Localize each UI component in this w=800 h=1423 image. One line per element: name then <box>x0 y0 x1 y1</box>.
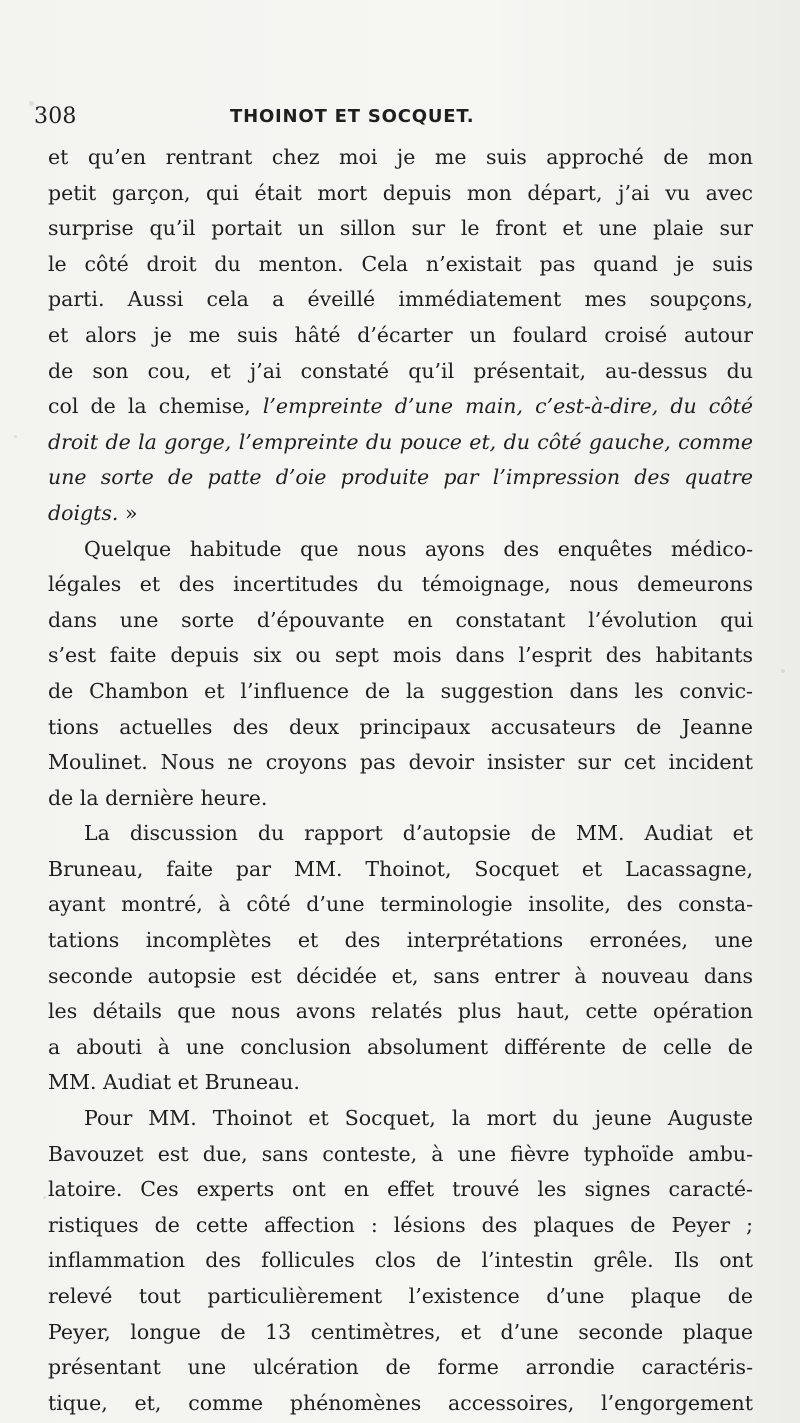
text-line <box>48 745 753 781</box>
text-line <box>48 282 753 318</box>
text-line <box>48 354 753 390</box>
page-number: 308 <box>34 104 77 129</box>
text-line <box>48 1065 753 1101</box>
text-segment: de Chambon et l’influence de la suggestion dans les convic- <box>48 678 753 703</box>
text-line <box>48 425 753 461</box>
text-line <box>48 1101 753 1137</box>
text-segment: et alors je me suis hâté d’écarter un foulard croisé autour <box>48 322 753 347</box>
text-line <box>48 852 753 888</box>
text-line <box>48 389 753 425</box>
text-line <box>48 1350 753 1386</box>
text-segment: Peyer, longue de 13 centimètres, et d’une seconde plaque <box>48 1319 753 1344</box>
text-segment: inflammation des follicules clos de l’intestin grêle. Ils ont <box>48 1248 753 1273</box>
text-segment: seconde autopsie est décidée et, sans entrer à nouveau dans <box>48 963 753 988</box>
text-segment: petit garçon, qui était mort depuis mon départ, j’ai vu avec <box>48 180 753 205</box>
text-segment: tique, et, comme phénomènes accessoires, l’engorgement <box>48 1390 753 1415</box>
text-segment: parti. Aussi cela a éveillé immédiatement mes soupçons, <box>48 287 753 312</box>
text-line <box>48 176 753 212</box>
text-segment: Quelque habitude que nous ayons des enquêtes médico- <box>84 536 753 561</box>
text-line <box>48 1208 753 1244</box>
text-segment: Bruneau, faite par MM. Thoinot, Socquet et Lacassagne, <box>48 856 753 881</box>
text-line <box>48 994 753 1030</box>
text-line <box>48 496 753 532</box>
text-line <box>48 247 753 283</box>
text-line <box>48 1030 753 1066</box>
text-segment: La discussion du rapport d’autopsie de MM. Audiat et <box>84 821 753 846</box>
text-segment: surprise qu’il portait un sillon sur le front et une plaie sur <box>48 216 753 241</box>
text-line <box>48 638 753 674</box>
text-segment: tions actuelles des deux principaux accusateurs de Jeanne <box>48 714 753 739</box>
text-segment: ristiques de cette affection : lésions des plaques de Peyer ; <box>48 1212 753 1237</box>
italic-text-segment: droit de la gorge, l’empreinte du pouce et, du côté gauche, comme <box>48 429 753 454</box>
text-line <box>48 567 753 603</box>
text-segment: » <box>118 500 138 525</box>
text-line <box>48 923 753 959</box>
text-line <box>48 532 753 568</box>
italic-text-segment: une sorte de patte d’oie produite par l’impression des quatre <box>48 465 753 490</box>
text-line <box>48 1279 753 1315</box>
text-segment: légales et des incertitudes du témoignage, nous demeurons <box>48 572 753 597</box>
text-line <box>48 140 753 176</box>
text-line <box>48 211 753 247</box>
text-segment: s’est faite depuis six ou sept mois dans l’esprit des habitants <box>48 643 753 668</box>
text-line <box>48 318 753 354</box>
italic-text-segment: l’empreinte d’une main, c’est-à-dire, du côté <box>262 394 753 419</box>
print-speck <box>43 1196 46 1199</box>
text-line <box>48 1137 753 1173</box>
text-line <box>48 1386 753 1422</box>
text-line <box>48 603 753 639</box>
print-speck <box>781 669 785 673</box>
text-segment: Bavouzet est due, sans conteste, à une fièvre typhoïde ambu- <box>48 1141 753 1166</box>
text-segment: MM. Audiat et Bruneau. <box>48 1070 300 1095</box>
text-segment: les détails que nous avons relatés plus haut, cette opération <box>48 999 753 1024</box>
print-speck <box>29 101 34 106</box>
text-segment: Pour MM. Thoinot et Socquet, la mort du jeune Auguste <box>84 1106 753 1131</box>
text-segment: tations incomplètes et des interprétations erronées, une <box>48 928 753 953</box>
print-speck <box>14 435 17 438</box>
text-segment: le côté droit du menton. Cela n’existait pas quand je suis <box>48 251 753 276</box>
text-line <box>48 959 753 995</box>
text-line <box>48 816 753 852</box>
text-line <box>48 460 753 496</box>
text-segment: de la dernière heure. <box>48 785 268 810</box>
text-line <box>48 1315 753 1351</box>
text-line <box>48 781 753 817</box>
text-line <box>48 1243 753 1279</box>
text-segment: et qu’en rentrant chez moi je me suis approché de mon <box>48 145 753 169</box>
page-header <box>34 103 764 135</box>
text-segment: présentant une ulcération de forme arrondie caractéris- <box>48 1355 753 1380</box>
text-segment: Moulinet. Nous ne croyons pas devoir insister sur cet incident <box>48 750 753 775</box>
body-text <box>48 140 753 1421</box>
text-segment: dans une sorte d’épouvante en constatant l’évolution qui <box>48 607 753 632</box>
text-segment: relevé tout particulièrement l’existence d’une plaque de <box>48 1284 753 1308</box>
text-segment: col de la chemise, <box>48 394 263 419</box>
italic-text-segment: doigts. <box>48 500 119 525</box>
text-line <box>48 887 753 923</box>
running-head: THOINOT ET SOCQUET. <box>230 106 475 127</box>
text-segment: a abouti à une conclusion absolument différente de celle de <box>48 1034 753 1059</box>
text-line <box>48 1172 753 1208</box>
text-segment: latoire. Ces experts ont en effet trouvé les signes caracté- <box>48 1177 753 1202</box>
text-segment: de son cou, et j’ai constaté qu’il présentait, au-dessus du <box>48 358 753 383</box>
text-line <box>48 674 753 710</box>
text-segment: ayant montré, à côté d’une terminologie insolite, des consta- <box>48 892 753 917</box>
text-line <box>48 710 753 746</box>
